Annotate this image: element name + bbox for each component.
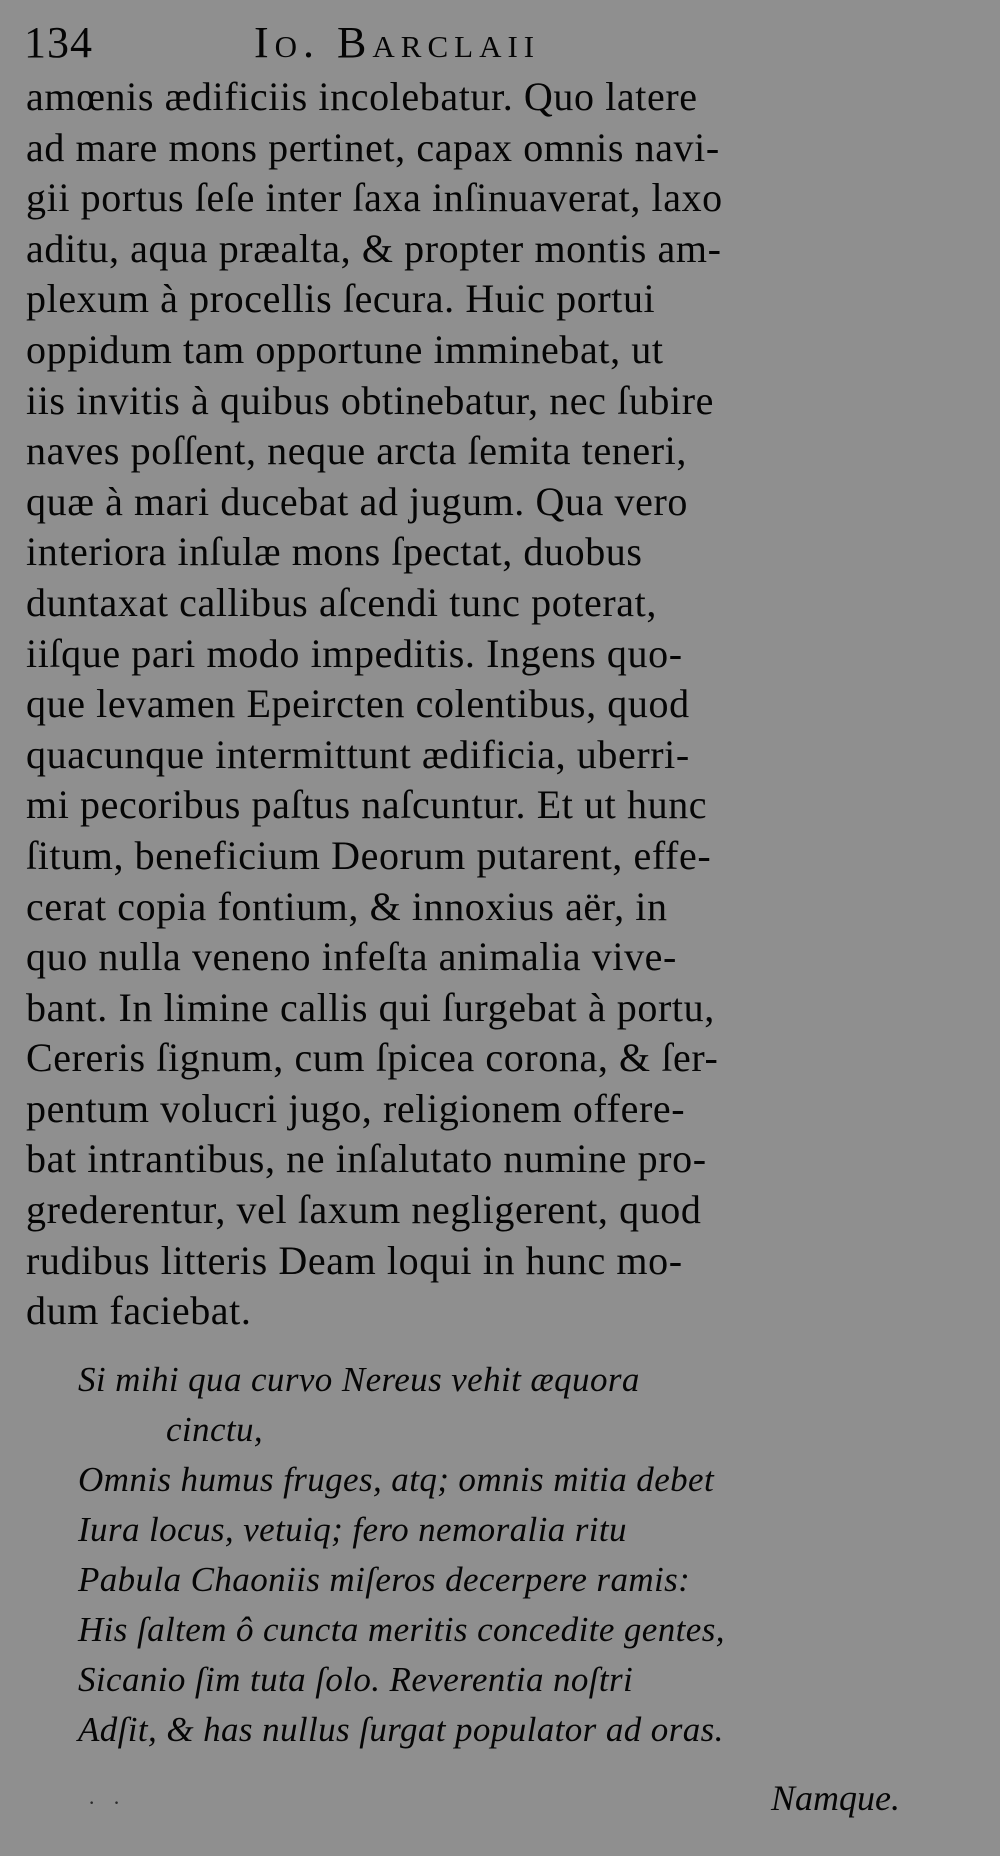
- text-line: iiſque pari modo impeditis. Ingens quo-: [26, 630, 683, 676]
- verse-line: cinctu,: [166, 1410, 264, 1449]
- text-line: quæ à mari ducebat ad jugum. Qua vero: [26, 478, 689, 524]
- text-line: Cereris ſignum, cum ſpicea corona, & ſer-: [26, 1035, 719, 1081]
- text-line: interiora inſulæ mons ſpectat, duobus: [26, 529, 643, 575]
- text-line: amœnis ædificiis incolebatur. Quo latere: [26, 74, 698, 119]
- running-head: Io. Barclaii: [254, 18, 541, 67]
- text-line: rudibus litteris Deam loqui in hunc mo-: [26, 1237, 683, 1283]
- verse-inscription: [78, 1355, 908, 1755]
- text-line: mi pecoribus paſtus naſcuntur. Et ut hunc: [26, 782, 708, 828]
- verse-line: Si mihi qua curvo Nereus vehit æquora: [78, 1360, 640, 1399]
- text-line: duntaxat callibus aſcendi tunc poterat,: [26, 579, 657, 625]
- body-text: [26, 72, 906, 1337]
- verse-line: Sicanio ſim tuta ſolo. Reverentia noſtri: [78, 1660, 634, 1699]
- page-number: 134: [24, 18, 93, 67]
- text-line: que levamen Epeircten colentibus, quod: [26, 681, 690, 727]
- text-line: bant. In limine callis qui ſurgebat à portu,: [26, 984, 715, 1030]
- text-line: oppidum tam opportune imminebat, ut: [26, 326, 664, 372]
- text-line: grederentur, vel ſaxum negligerent, quod: [26, 1187, 702, 1233]
- text-line: aditu, aqua præalta, & propter montis am-: [26, 225, 722, 271]
- text-line: iis invitis à quibus obtinebatur, nec ſubire: [26, 377, 715, 423]
- text-line: quacunque intermittunt ædificia, uberri-: [26, 731, 690, 777]
- text-line: ad mare mons pertinet, capax omnis navi-: [26, 124, 720, 170]
- text-line: pentum volucri jugo, religionem offere-: [26, 1085, 686, 1131]
- text-line: quo nulla veneno infeſta animalia vive-: [26, 934, 677, 980]
- text-line: plexum à procellis ſecura. Huic portui: [26, 276, 656, 322]
- catchword: Namque.: [771, 1778, 900, 1818]
- text-line: dum faciebat.: [26, 1288, 252, 1334]
- text-line: cerat copia fontium, & innoxius aër, in: [26, 883, 668, 929]
- verse-line: Adſit, & has nullus ſurgat populator ad oras.: [78, 1710, 724, 1749]
- text-line: gii portus ſeſe inter ſaxa inſinuaverat, laxo: [26, 175, 723, 221]
- verse-line: Omnis humus fruges, atq; omnis mitia debet: [78, 1460, 715, 1499]
- text-line: ſitum, beneficium Deorum putarent, effe-: [26, 832, 712, 878]
- text-line: naves poſſent, neque arcta ſemita teneri,: [26, 428, 687, 474]
- verse-line: Pabula Chaoniis miſeros decerpere ramis:: [78, 1560, 691, 1599]
- verse-line: Iura locus, vetuiq; fero nemoralia ritu: [78, 1510, 627, 1549]
- text-line: bat intrantibus, ne inſalutato numine pro-: [26, 1136, 707, 1182]
- print-specks: · ·: [88, 1790, 127, 1815]
- verse-line: His ſaltem ô cuncta meritis concedite gentes,: [78, 1610, 725, 1649]
- page-header: [24, 14, 784, 72]
